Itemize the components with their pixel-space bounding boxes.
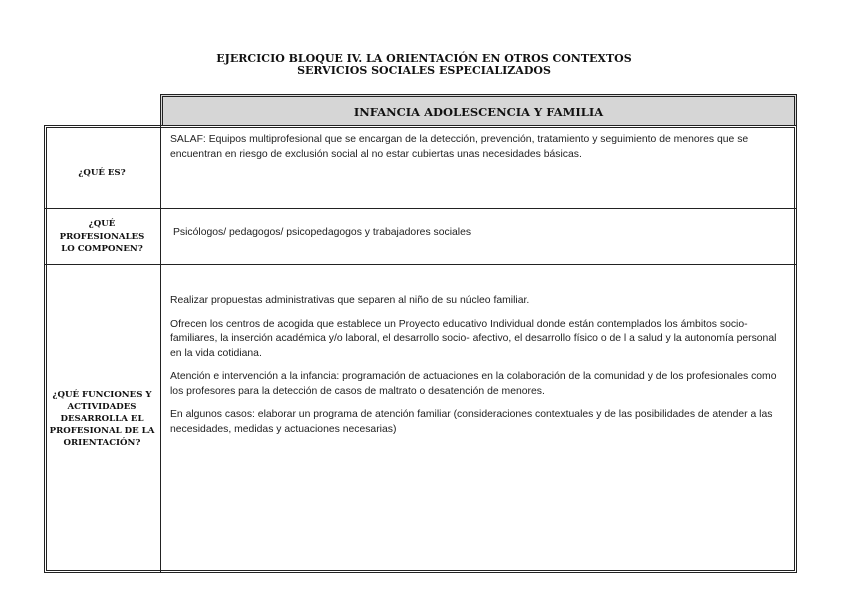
row-label-que-es	[44, 128, 160, 208]
column-divider	[160, 125, 161, 573]
row-label-text: ¿QUÉ PROFESIONALES LO COMPONEN?	[59, 219, 145, 255]
row-content-que-es	[170, 133, 786, 171]
document-title: EJERCICIO BLOQUE IV. LA ORIENTACIÓN EN OTROS CONTEXTOS	[216, 52, 632, 65]
paragraph: Ofrecen los centros de acogida que establece un Proyecto educativo Individual donde están contemplados los ámbitos socio- familiares, la inserción académica y/o laboral, el desarrollo socio- afectivo, el desarrollo físico o de l a salud y la autonomía personal en la vida cotidiana.	[170, 318, 777, 359]
row-divider-1	[44, 208, 797, 209]
paragraph: Realizar propuestas administrativas que separen al niño de su núcleo familiar.	[170, 295, 530, 306]
table-header-text: INFANCIA ADOLESCENCIA Y FAMILIA	[164, 98, 793, 125]
row-label-text: ¿QUÉ FUNCIONES Y ACTIVIDADES DESARROLLA EL PROFESIONAL DE LA ORIENTACIÓN?	[49, 390, 155, 448]
paragraph: Atención e intervención a la infancia: programación de actuaciones en la colaboración de la comunidad y de los profesionales como los profesores para la detección de casos de maltrato o desatención de menores.	[170, 371, 777, 397]
paragraph: Psicólogos/ pedagogos/ psicopedagogos y trabajadores sociales	[173, 227, 472, 238]
paragraph: En algunos casos: elaborar un programa de atención familiar (consideraciones contextuales y de las posibilidades de atender a las necesidades, medidas y actuaciones necesarias)	[170, 409, 773, 435]
document-subtitle: SERVICIOS SOCIALES ESPECIALIZADOS	[297, 64, 551, 77]
table-header-cell	[160, 94, 797, 125]
row-content-profesionales	[173, 226, 789, 250]
paragraph: SALAF: Equipos multiprofesional que se encargan de la detección, prevención, tratamiento y seguimiento de menores que se encuentran en riesgo de exclusión social al no estar cubiertas unas necesidades básicas.	[170, 134, 749, 160]
row-label-text: ¿QUÉ ES?	[78, 167, 126, 178]
row-label-profesionales	[44, 210, 160, 264]
row-label-funciones	[44, 265, 160, 573]
row-content-funciones	[170, 294, 786, 446]
